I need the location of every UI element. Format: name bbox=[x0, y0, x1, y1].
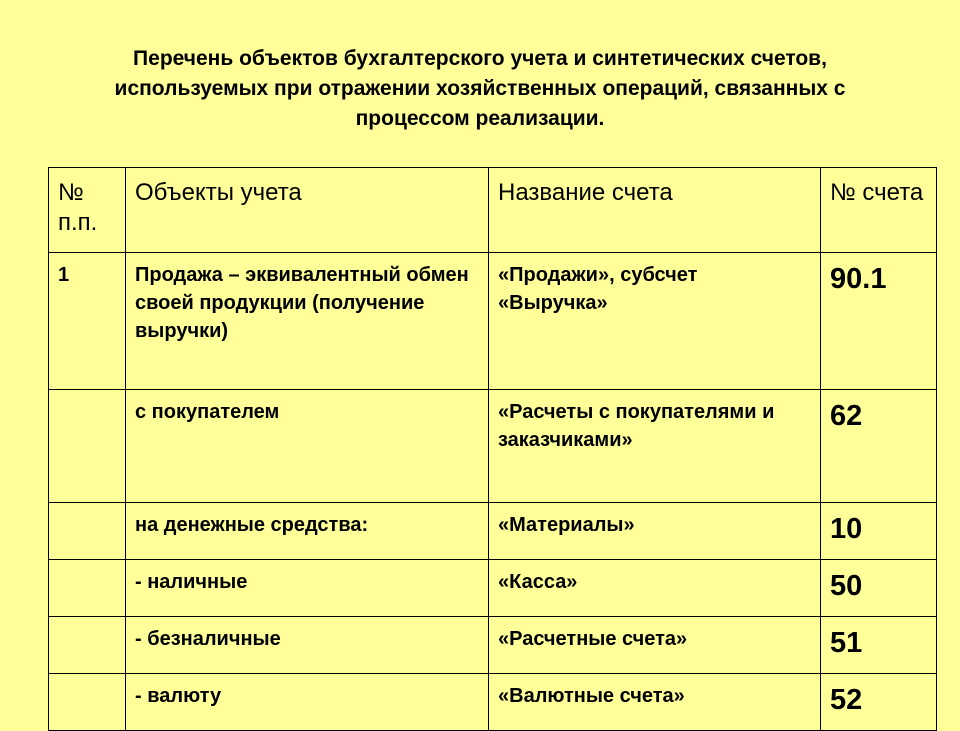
slide-title: Перечень объектов бухгалтерского учета и синтетических счетов, используемых при отражении хозяйственных операций, связанных с процессом реализации. bbox=[114, 47, 846, 130]
header-index: № п.п. bbox=[49, 168, 126, 253]
row-account-number: 52 bbox=[821, 674, 937, 731]
row-account-number: 51 bbox=[821, 617, 937, 674]
row-object: с покупателем bbox=[126, 390, 489, 503]
row-account-name: «Материалы» bbox=[489, 503, 821, 560]
table-row bbox=[49, 617, 937, 674]
row-account-name: «Касса» bbox=[489, 560, 821, 617]
row-account-number: 10 bbox=[821, 503, 937, 560]
table-row bbox=[49, 253, 937, 390]
accounts-table bbox=[48, 167, 937, 731]
row-index: 1 bbox=[49, 253, 126, 390]
row-object: на денежные средства: bbox=[126, 503, 489, 560]
row-index bbox=[49, 390, 126, 503]
row-object: Продажа – эквивалентный обмен своей продукции (получение выручки) bbox=[126, 253, 489, 390]
row-account-number: 50 bbox=[821, 560, 937, 617]
table-row bbox=[49, 674, 937, 731]
header-account-number: № счета bbox=[821, 168, 937, 253]
table-row bbox=[49, 390, 937, 503]
row-account-name: «Расчеты с покупателями и заказчиками» bbox=[489, 390, 821, 503]
row-account-name: «Расчетные счета» bbox=[489, 617, 821, 674]
row-object: - наличные bbox=[126, 560, 489, 617]
row-object: - валюту bbox=[126, 674, 489, 731]
row-account-number: 90.1 bbox=[821, 253, 937, 390]
row-index bbox=[49, 674, 126, 731]
table-row bbox=[49, 560, 937, 617]
row-index bbox=[49, 503, 126, 560]
header-account-name: Название счета bbox=[489, 168, 821, 253]
table-row bbox=[49, 503, 937, 560]
row-object: - безналичные bbox=[126, 617, 489, 674]
row-account-name: «Валютные счета» bbox=[489, 674, 821, 731]
header-objects: Объекты учета bbox=[126, 168, 489, 253]
table-header-row bbox=[49, 168, 937, 253]
row-account-number: 62 bbox=[821, 390, 937, 503]
row-index bbox=[49, 560, 126, 617]
row-account-name: «Продажи», субсчет «Выручка» bbox=[489, 253, 821, 390]
row-index bbox=[49, 617, 126, 674]
